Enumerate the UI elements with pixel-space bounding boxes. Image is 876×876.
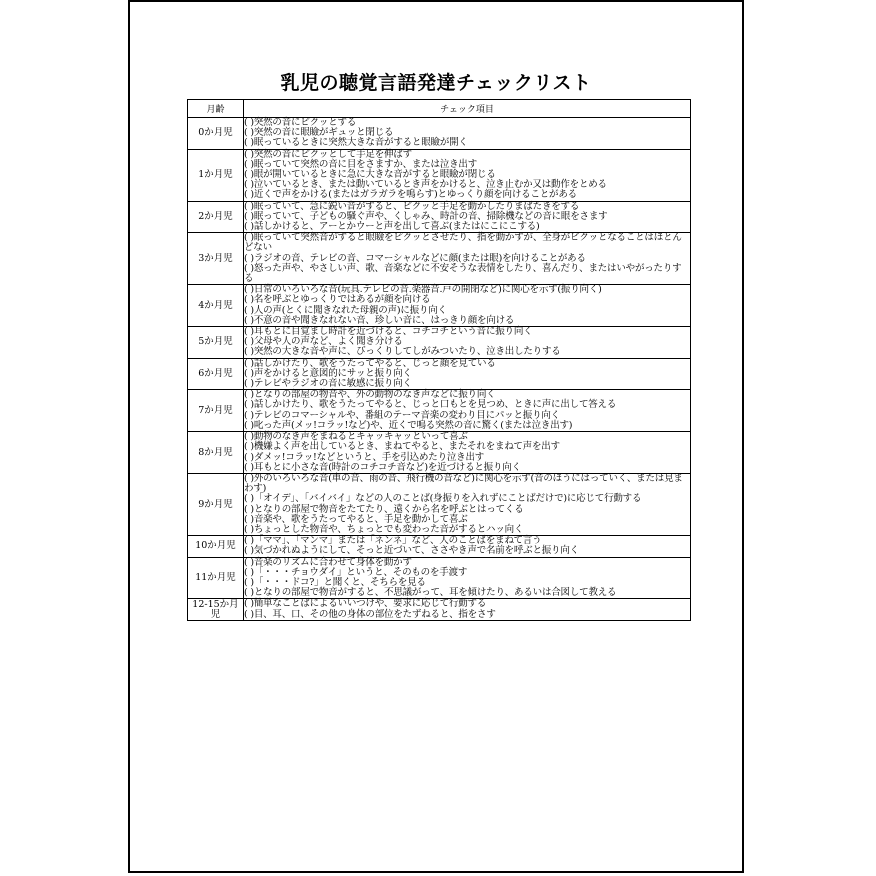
age-cell: 7か月児 bbox=[188, 390, 244, 432]
check-item: ( )人の声(とくに聞きなれた母親の声)に振り向く bbox=[244, 304, 447, 316]
check-item: ( )突然の音に眼瞼がギュッと閉じる bbox=[244, 127, 394, 139]
check-item: ( )話しかけたり、歌をうたってやると、じっと顔を見ている bbox=[244, 357, 496, 369]
check-item: ( )簡単なことばによるいいつけや、要求に応じて行動する bbox=[244, 598, 487, 610]
table-row bbox=[188, 432, 691, 474]
check-item: ( )話しかけると、アーとかウーと声を出して喜ぶ(またはにこにこする) bbox=[244, 221, 540, 233]
check-item: ( )気づかれぬようにして、そっと近づいて、ささやき声で名前を呼ぶと振り向く bbox=[244, 545, 579, 557]
check-item: ( )音楽や、歌をうたってやると、手足を動かして喜ぶ bbox=[244, 513, 468, 525]
check-item: ( )眠っているときに突然大きな音がすると眼瞼が開く bbox=[244, 137, 468, 149]
table-row bbox=[188, 233, 691, 285]
age-cell: 5か月児 bbox=[188, 327, 244, 359]
check-item: ( )泣いているとき、または動いているとき声をかけると、泣き止むか又は動作をとめる bbox=[244, 179, 607, 191]
check-item: ( )外のいろいろな音(車の音、雨の音、飛行機の音など)に関心を示す(音のほうにはっていく、または見まわす) bbox=[244, 472, 683, 495]
items-cell bbox=[244, 201, 691, 233]
items-cell bbox=[244, 118, 691, 150]
check-item: ( )話しかけたり、歌をうたってやると、じっと口もとを見つめ、ときに声に出して答える bbox=[244, 399, 617, 411]
age-cell: 3か月児 bbox=[188, 233, 244, 285]
check-item: ( )怒った声や、やさしい声、歌、音楽などに不安そうな表情をしたり、喜んだり、またはいやがったりする bbox=[244, 262, 682, 285]
document-page bbox=[128, 0, 744, 873]
items-cell bbox=[244, 557, 691, 599]
table-row bbox=[188, 327, 691, 359]
check-item: ( )動物のなき声をまねるとキャッキャッといって喜ぶ bbox=[244, 431, 468, 443]
check-item: ( )ダメッ!コラッ!などというと、手を引込めたり泣き出す bbox=[244, 451, 485, 463]
table-header-row bbox=[188, 100, 691, 118]
age-cell: 9か月児 bbox=[188, 473, 244, 535]
check-item: ( )「ママ」、「マンマ」または「ネンネ」など、人のことばをまねて言う bbox=[244, 535, 542, 547]
check-item: ( )眼が開いているときに急に大きな音がすると眼瞼が閉じる bbox=[244, 169, 496, 181]
age-cell: 6か月児 bbox=[188, 358, 244, 390]
check-item: ( )「・・・ドコ?」と聞くと、そちらを見る bbox=[244, 576, 426, 588]
check-item: ( )声をかけると意図的にサッと振り向く bbox=[244, 367, 412, 379]
check-item: ( )「オイデ」、「バイバイ」などの人のことば(身振りを入れずにことばだけで)に応じて行動する bbox=[244, 493, 642, 505]
check-item: ( )となりの部屋で物音をたてたり、遠くから名を呼ぶとはってくる bbox=[244, 503, 524, 515]
age-cell: 4か月児 bbox=[188, 285, 244, 327]
table-row bbox=[188, 358, 691, 390]
check-item: ( )ちょっとした物音や、ちょっとでも変わった音がするとハッ向く bbox=[244, 523, 524, 535]
items-cell bbox=[244, 233, 691, 285]
check-item: ( )ラジオの音、テレビの音、コマーシャルなどに顔(または眼)を向けることがある bbox=[244, 252, 586, 264]
age-cell: 10か月児 bbox=[188, 536, 244, 557]
check-item: ( )名を呼ぶとゆっくりではあるが顔を向ける bbox=[244, 294, 431, 306]
check-item: ( )「・・・チョウダイ」というと、そのものを手渡す bbox=[244, 566, 468, 578]
check-item: ( )眠っていて突然の音に目をさますか、または泣き出す bbox=[244, 158, 478, 170]
items-cell bbox=[244, 536, 691, 557]
table-row bbox=[188, 118, 691, 150]
items-cell bbox=[244, 473, 691, 535]
check-item: ( )眠っていて、子どもの騒ぐ声や、くしゃみ、時計の音、掃除機などの音に眼をさます bbox=[244, 210, 608, 222]
check-item: ( )耳もとに目覚まし時計を近づけると、コチコチという音に振り向く bbox=[244, 326, 533, 338]
table-row bbox=[188, 536, 691, 557]
check-item: ( )日常のいろいろな音(玩具.テレビの音.楽器音.戸の開閉など)に関心を示す(振り向く) bbox=[244, 284, 602, 296]
check-item: ( )テレビのコマーシャルや、番組のテーマ音楽の変わり目にパッと振り向く bbox=[244, 409, 560, 421]
check-item: ( )父母や人の声など、よく聞き分ける bbox=[244, 336, 403, 348]
check-item: ( )叱った声(メッ!コラッ!など)や、近くで鳴る突然の音に驚く(または泣き出す) bbox=[244, 419, 573, 431]
check-item: ( )となりの部屋で物音がすると、不思議がって、耳を傾けたり、あるいは合図して教える bbox=[244, 587, 617, 599]
items-cell bbox=[244, 390, 691, 432]
table-row bbox=[188, 285, 691, 327]
document-title: 乳児の聴覚言語発達チェックリスト bbox=[280, 72, 592, 94]
check-item: ( )突然の大きな音や声に、びっくりしてしがみついたり、泣き出したりする bbox=[244, 346, 561, 358]
table-row bbox=[188, 201, 691, 233]
check-item: ( )突然の音にビクッとする bbox=[244, 117, 357, 128]
items-cell bbox=[244, 149, 691, 201]
check-item: ( )目、耳、口、その他の身体の部位をたずねると、指をさす bbox=[244, 608, 496, 620]
check-item: ( )眠っていて突然音がすると眼瞼をピクッとさせたり、指を動かすが、全身がビクッとなることはほとんどない bbox=[244, 232, 682, 254]
items-cell bbox=[244, 432, 691, 474]
table-row bbox=[188, 149, 691, 201]
age-cell: 8か月児 bbox=[188, 432, 244, 474]
items-cell bbox=[244, 358, 691, 390]
age-cell: 2か月児 bbox=[188, 201, 244, 233]
check-item: ( )突然の音にビクッとして手足を伸ばす bbox=[244, 148, 412, 160]
header-age: 月齢 bbox=[188, 100, 244, 118]
items-cell bbox=[244, 327, 691, 359]
items-cell bbox=[244, 285, 691, 327]
header-items: チェック項目 bbox=[244, 100, 691, 118]
age-cell: 1か月児 bbox=[188, 149, 244, 201]
age-cell: 12-15か月児 bbox=[188, 599, 244, 620]
table-body bbox=[188, 118, 691, 621]
items-cell bbox=[244, 599, 691, 620]
checklist-table bbox=[187, 99, 691, 621]
check-item: ( )眠っていて、急に鋭い音がすると、ビクッと手足を動かしたりまばたきをする bbox=[244, 200, 580, 212]
check-item: ( )音楽のリズムに合わせて身体を動かす bbox=[244, 556, 412, 568]
check-item: ( )近くで声をかける(またはガラガラを鳴らす)とゆっくり顔を向けることがある bbox=[244, 189, 577, 201]
check-item: ( )となりの部屋の物音や、外の動物のなき声などに振り向く bbox=[244, 389, 496, 401]
check-item: ( )機嫌よく声を出しているとき、まねてやると、またそれをまねて声を出す bbox=[244, 441, 560, 453]
check-item: ( )テレビやラジオの音に敏感に振り向く bbox=[244, 378, 412, 390]
table-row bbox=[188, 390, 691, 432]
check-item: ( )耳もとに小さな音(時計のコチコチ音など)を近づけると振り向く bbox=[244, 461, 521, 473]
table-row bbox=[188, 557, 691, 599]
age-cell: 0か月児 bbox=[188, 118, 244, 150]
age-cell: 11か月児 bbox=[188, 557, 244, 599]
check-item: ( )不意の音や聞きなれない音、珍しい音に、はっきり顔を向ける bbox=[244, 314, 515, 326]
table-row bbox=[188, 599, 691, 620]
table-row bbox=[188, 473, 691, 535]
